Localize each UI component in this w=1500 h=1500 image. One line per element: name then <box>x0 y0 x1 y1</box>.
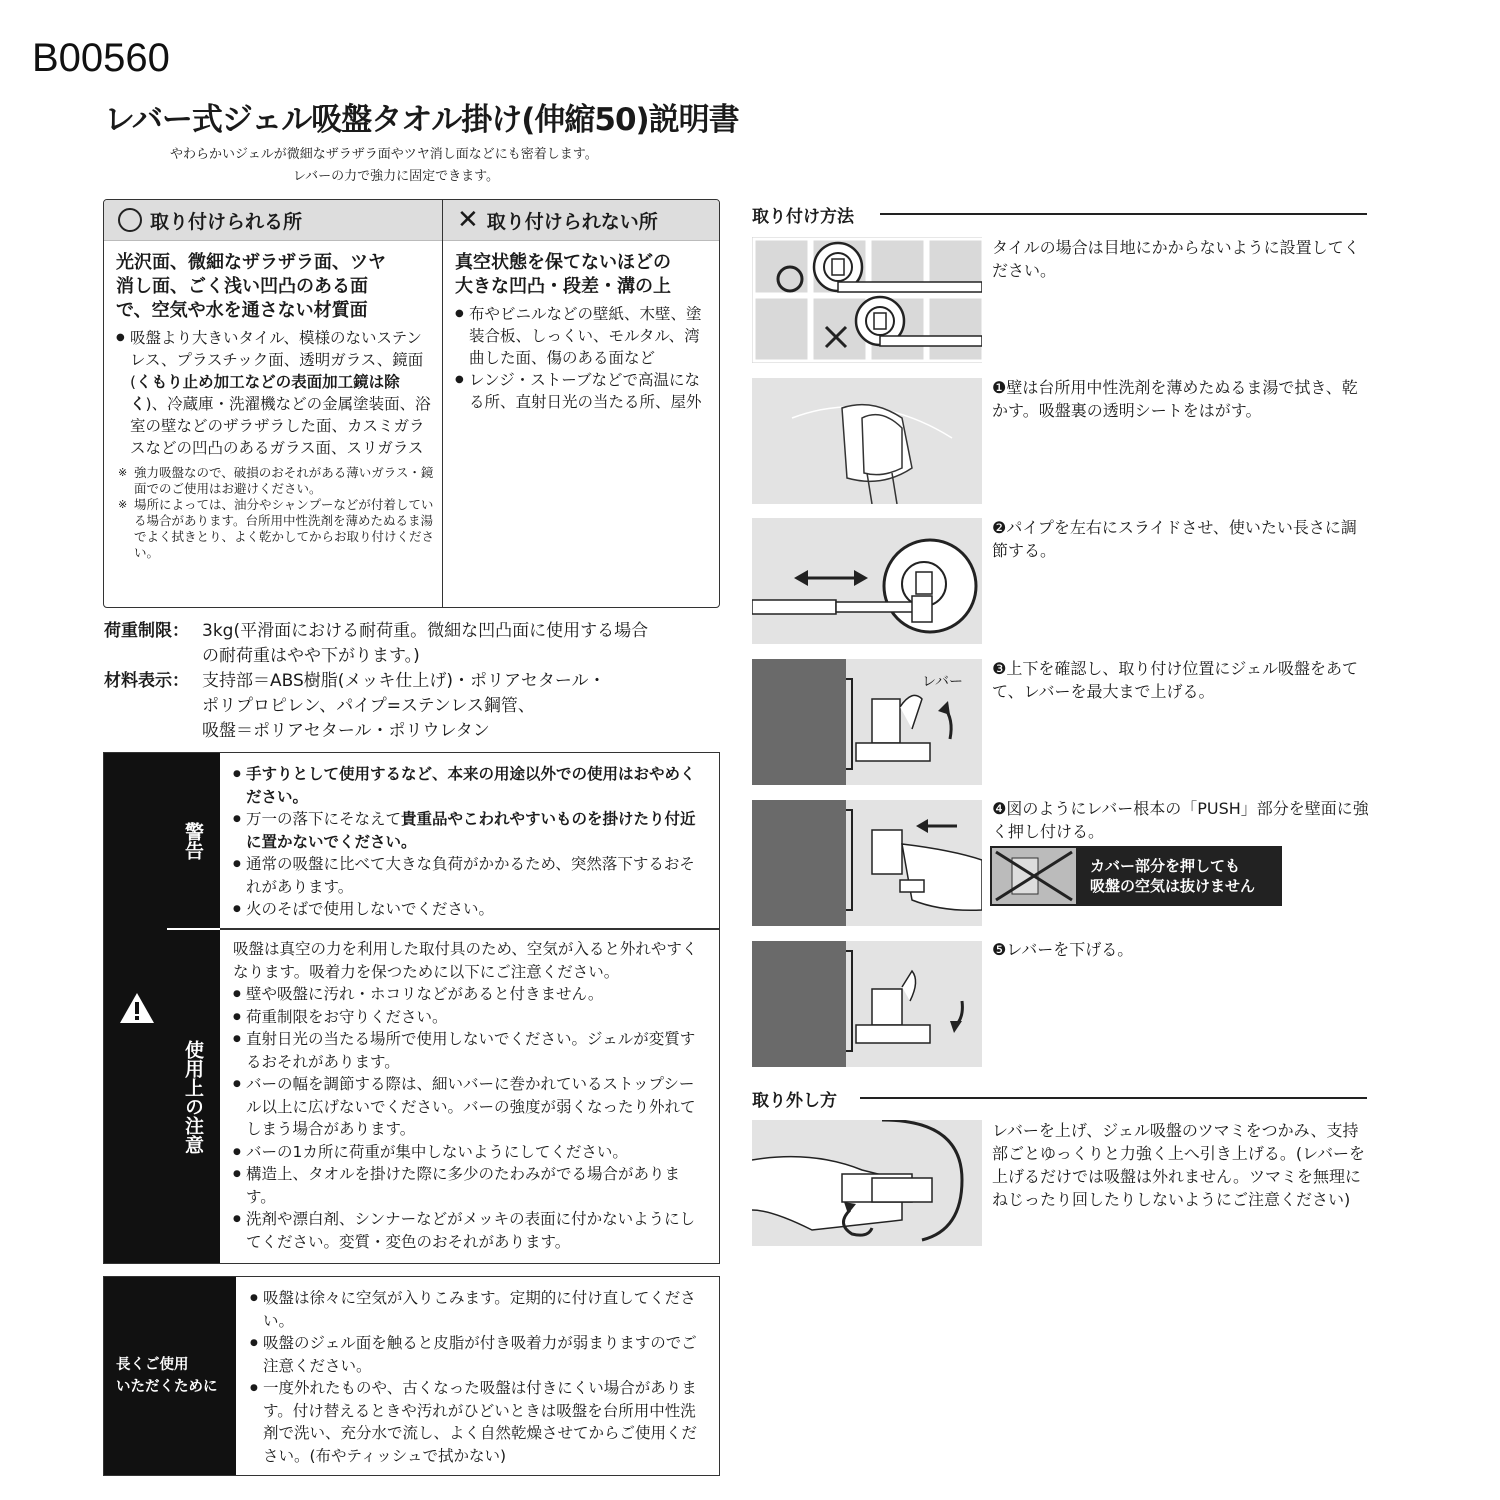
mount-ng-item: ● 布やビニルなどの壁紙、木壁、塗装合板、しっくい、モルタル、湾曲した面、傷のある面など <box>455 303 713 369</box>
remove-text: レバーを上げ、ジェル吸盤のツマミをつかみ、支持部ごとゆっくりと力強く上へ引き上げる。(レバーを上げるだけでは吸盤は外れません。ツマミを無理にねじったり回したりしないようにご注意ください) <box>992 1121 1365 1209</box>
mount-ng-column <box>443 200 719 607</box>
install-section-title: 取り付け方法 <box>752 207 854 227</box>
cross-icon: ✕ <box>457 205 479 235</box>
load-label: 荷重制限： <box>104 621 189 641</box>
install-step-5: ❺レバーを下げる。 <box>992 940 1134 959</box>
subtitle-1: やわらかいジェルが微細なザラザラ面やツヤ消し面などにも密着します。 <box>170 147 598 162</box>
caution-item: ● 構造上、タオルを掛けた際に多少のたわみがでる場合があります。 <box>233 1163 709 1208</box>
long-use-item: ● 吸盤は徐々に空気が入りこみます。定期的に付け直してください。 <box>250 1287 709 1332</box>
mount-ok-note: ※ 場所によっては、油分やシャンプーなどが付着している場合があります。台所用中性洗剤を薄めたぬるま湯でよく拭きとり、よく乾かしてからお取り付けください。 <box>118 497 434 561</box>
caution-item: ● バーの幅を調節する際は、細いバーに巻かれているストップシール以上に広げないでください。バーの強度が弱くなったり外れてしまう場合があります。 <box>233 1073 709 1141</box>
install-step-3: ❸上下を確認し、取り付け位置にジェル吸盤をあてて、レバーを最大まで上げる。 <box>992 659 1359 701</box>
step2-illustration <box>752 518 982 644</box>
caution-label: 使用上の注意 <box>182 1039 204 1154</box>
caution-item: ● バーの1カ所に荷重が集中しないようにしてください。 <box>233 1141 709 1164</box>
material-text: 支持部＝ABS樹脂(メッキ仕上げ)・ポリアセタール・ ポリプロピレン、パイプ=ステンレス鋼管、 吸盤＝ポリアセタール・ポリウレタン <box>202 671 606 741</box>
warning-item: ● 火のそばで使用しないでください。 <box>233 898 709 921</box>
material-label: 材料表示： <box>104 671 189 691</box>
caution-intro: 吸盤は真空の力を利用した取付具のため、空気が入ると外れやすくなります。吸着力を保つために以下にご注意ください。 <box>233 940 698 981</box>
mount-ok-lead: 光沢面、微細なザラザラ面、ツヤ 消し面、ごく浅い凹凸のある面 で、空気や水を通さない材質面 <box>116 252 386 321</box>
mount-ok-note: ※ 強力吸盤なので、破損のおそれがある薄いガラス・鏡面でのご使用はお避けください。 <box>118 465 434 497</box>
mount-ng-lead: 真空状態を保てないほどの 大きな凹凸・段差・溝の上 <box>455 252 671 297</box>
mount-table <box>103 199 720 608</box>
warning-item: ● 手すりとして使用するなど、本来の用途以外での使用はおやめください。 <box>233 763 709 808</box>
tile-note: タイルの場合は目地にかからないように設置してください。 <box>992 238 1360 280</box>
warning-label: 警告 <box>182 821 204 860</box>
page-title: レバー式ジェル吸盤タオル掛け(伸縮50)説明書 <box>104 102 739 138</box>
long-use-item: ● 一度外れたものや、古くなった吸盤は付きにくい場合があります。付け替えるときや汚れがひどいときは吸盤を台所用中性洗剤で洗い、充分水で流し、よく自然乾燥させてからご使用ください。(布やティッシュで拭かない) <box>250 1377 709 1467</box>
warning-item: ● 万一の落下にそなえて貴重品やこわれやすいものを掛けたり付近に置かないでください。 <box>233 808 709 853</box>
lever-label: レバー <box>922 674 964 690</box>
caution-item: ● 洗剤や漂白剤、シンナーなどがメッキの表面に付かないようにしてください。変質・変色のおそれがあります。 <box>233 1208 709 1253</box>
callout-line-1: カバー部分を押しても <box>1090 857 1241 875</box>
caution-item: ● 直射日光の当たる場所で使用しないでください。ジェルが変質するおそれがあります。 <box>233 1028 709 1073</box>
subtitle-2: レバーの力で強力に固定できます。 <box>293 169 500 184</box>
warning-box <box>103 752 720 1264</box>
install-step-4: ❹図のようにレバー根本の「PUSH」部分を壁面に強く押し付ける。 <box>992 799 1369 841</box>
mount-ng-header: 取り付けられない所 <box>486 210 658 233</box>
install-step-1: ❶壁は台所用中性洗剤を薄めたぬるま湯で拭き、乾かす。吸盤裏の透明シートをはがす。 <box>992 378 1358 420</box>
long-use-list <box>250 1287 709 1467</box>
step4-illustration <box>752 800 982 926</box>
load-text: 3kg(平滑面における耐荷重。微細な凹凸面に使用する場合 の耐荷重はやや下がります。) <box>202 621 649 666</box>
mount-ok-item: ● 吸盤より大きいタイル、模様のないステンレス、プラスチック面、透明ガラス、鏡面(くもり止め加工などの表面加工鏡は除く)、冷蔵庫・洗濯機などの金属塗装面、浴室の壁などのザラザラした面、カスミガラスなどの凹凸のあるガラス面、スリガラス <box>116 327 436 459</box>
tile-illustration <box>752 237 982 363</box>
mount-ok-header: 取り付けられる所 <box>150 210 303 233</box>
caution-list <box>233 938 709 1253</box>
long-use-item: ● 吸盤のジェル面を触ると皮脂が付き吸着力が弱まりますのでご注意ください。 <box>250 1332 709 1377</box>
long-use-label: 長くご使用 いただくために <box>104 1277 236 1475</box>
callout-line-2: 吸盤の空気は抜けません <box>1090 877 1256 895</box>
install-step-2: ❷パイプを左右にスライドさせ、使いたい長さに調節する。 <box>992 518 1357 560</box>
remove-section-title: 取り外し方 <box>752 1091 837 1111</box>
warning-triangle-icon <box>118 991 156 1029</box>
step5-illustration <box>752 941 982 1067</box>
warning-item: ● 通常の吸盤に比べて大きな負荷がかかるため、突然落下するおそれがあります。 <box>233 853 709 898</box>
long-use-box <box>103 1276 720 1476</box>
step1-illustration <box>752 378 982 504</box>
warning-list <box>233 763 709 921</box>
caution-item: ● 荷重制限をお守りください。 <box>233 1006 709 1029</box>
push-callout <box>990 846 1282 906</box>
remove-illustration <box>752 1120 982 1246</box>
mount-ok-column <box>104 200 443 607</box>
mount-ng-item: ● レンジ・ストーブなどで高温になる所、直射日光の当たる所、屋外 <box>455 369 713 413</box>
product-code: B00560 <box>32 36 170 80</box>
caution-item: ● 壁や吸盤に汚れ・ホコリなどがあると付きません。 <box>233 983 709 1006</box>
circle-icon <box>118 208 142 232</box>
